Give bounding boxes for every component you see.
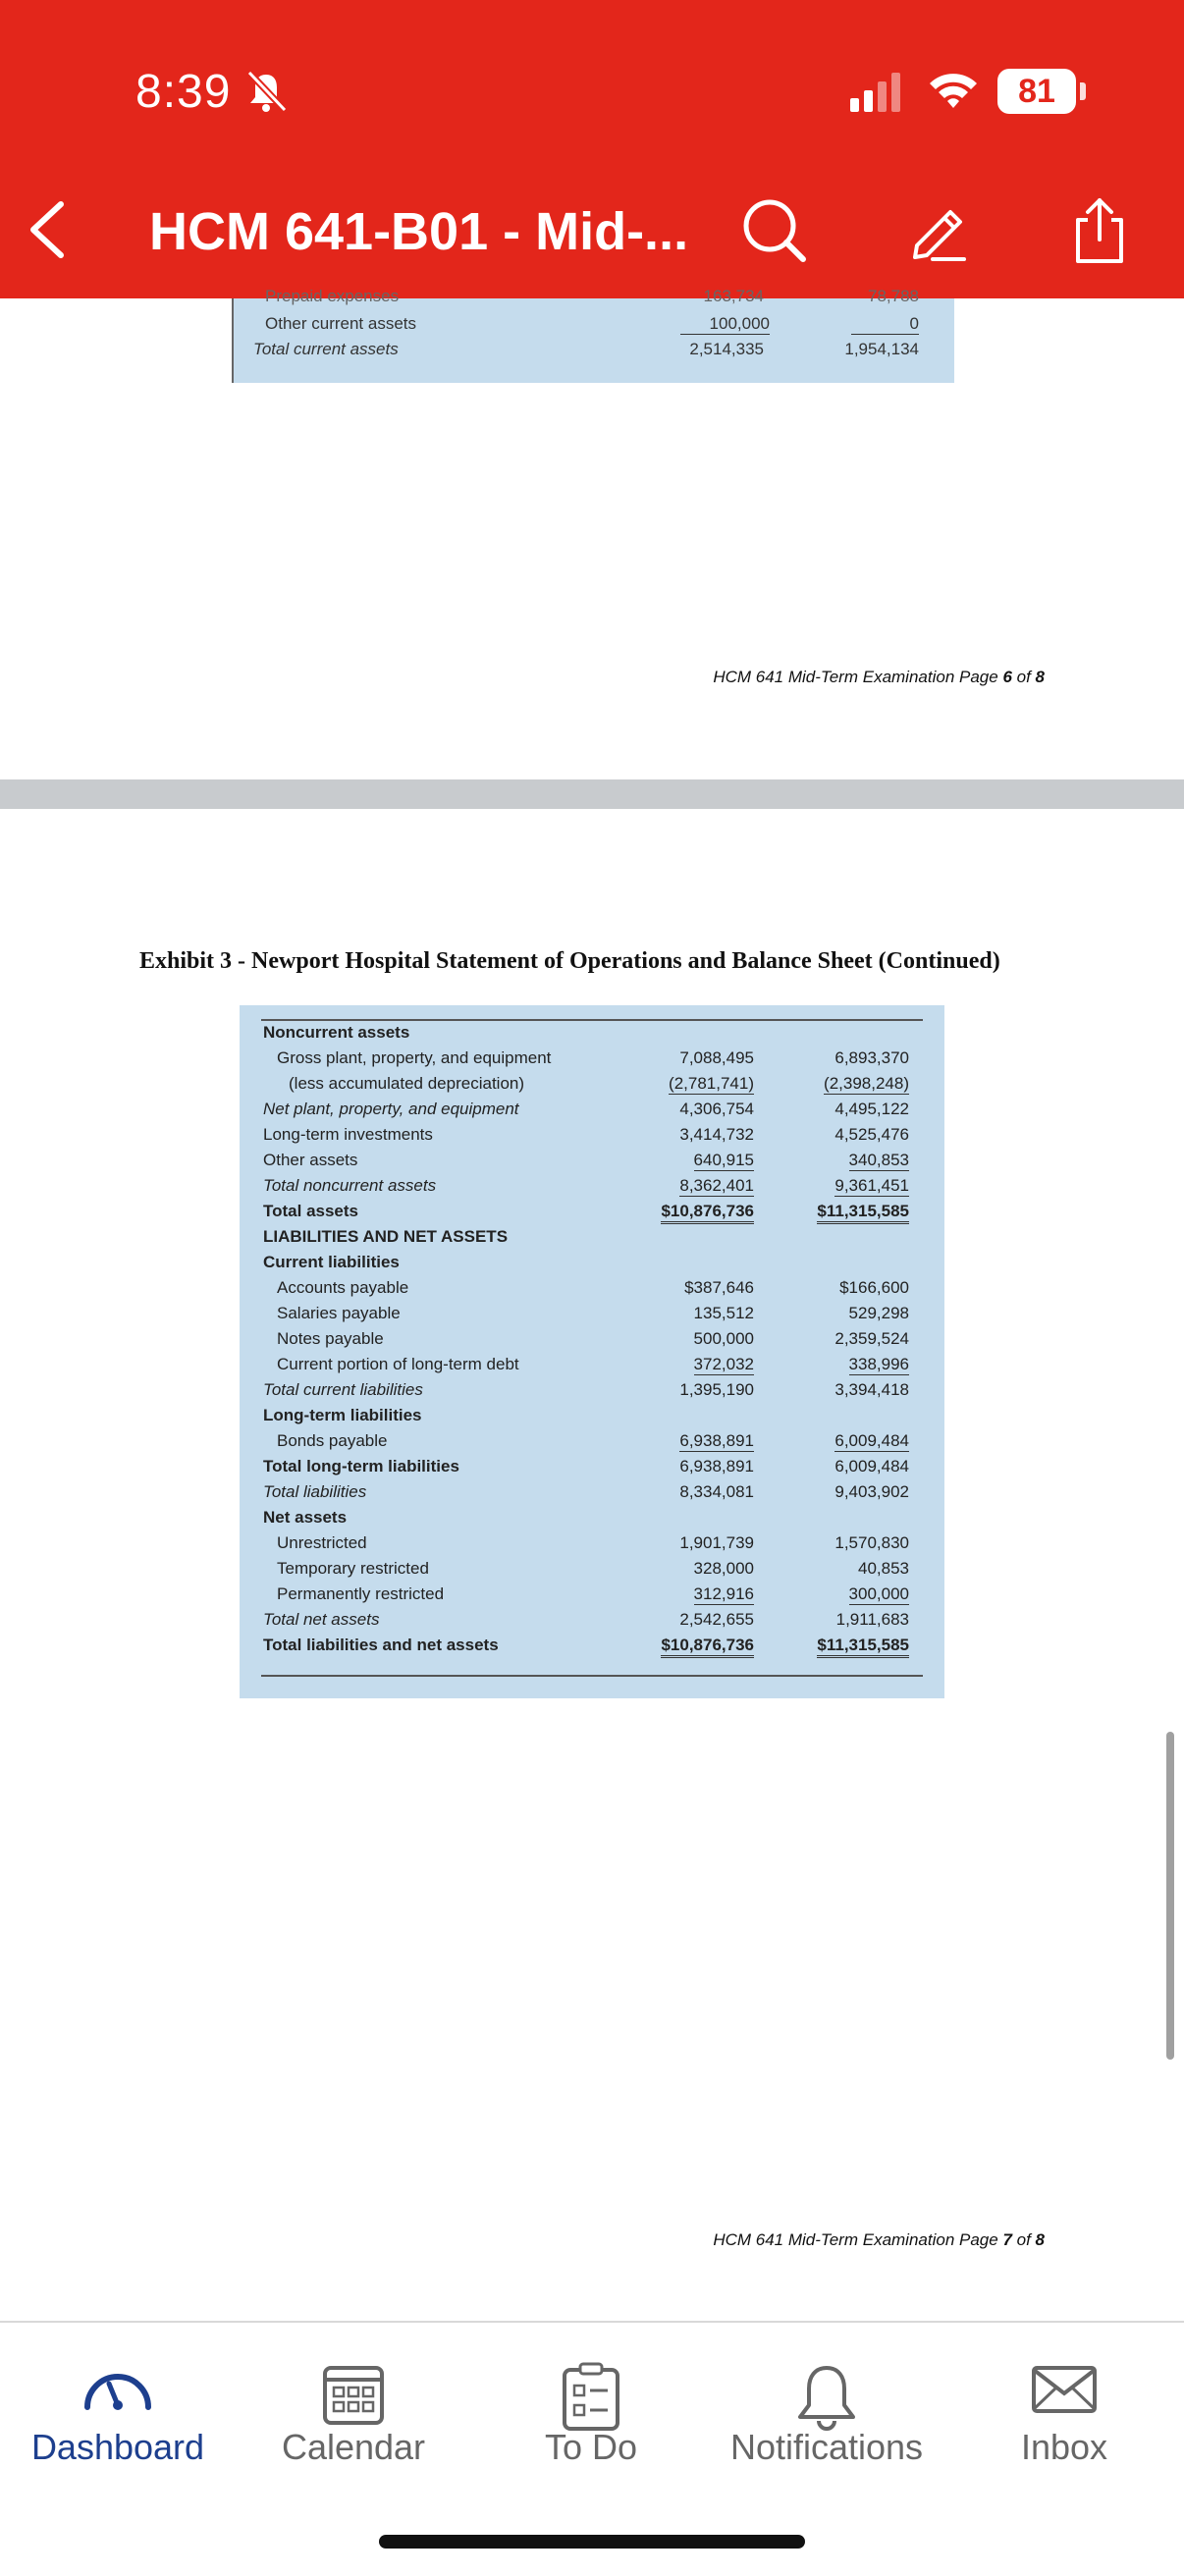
battery-tip xyxy=(1080,82,1086,100)
battery-level: 81 xyxy=(997,69,1076,114)
row-label: Long-term liabilities xyxy=(263,1406,422,1424)
row-value: 338,996 xyxy=(848,1355,909,1373)
row-value: 3,394,418 xyxy=(834,1380,909,1399)
share-icon[interactable] xyxy=(1064,194,1135,265)
row-label: Total liabilities and net assets xyxy=(263,1636,499,1654)
row-label: Other assets xyxy=(263,1151,358,1169)
row-label: Net plant, property, and equipment xyxy=(263,1100,519,1118)
row-value: 163,734 xyxy=(703,287,764,305)
annotate-pen-icon[interactable] xyxy=(903,194,974,265)
table-row xyxy=(240,1508,944,1533)
table-row xyxy=(240,1253,944,1278)
row-value: 6,938,891 xyxy=(679,1457,754,1476)
row-label: Long-term investments xyxy=(263,1125,433,1144)
tab-label: Calendar xyxy=(281,2427,426,2467)
tab-dashboard[interactable] xyxy=(20,2323,216,2519)
row-value: 340,853 xyxy=(848,1151,909,1169)
row-value: 2,542,655 xyxy=(679,1610,754,1629)
table-row xyxy=(240,1610,944,1636)
todo-icon xyxy=(561,2362,621,2431)
row-label: Prepaid expenses xyxy=(265,287,400,305)
row-label: LIABILITIES AND NET ASSETS xyxy=(263,1227,509,1246)
row-label: Total current assets xyxy=(253,340,399,358)
pdf-viewer[interactable] xyxy=(0,287,1184,2321)
table-row xyxy=(240,1074,944,1100)
row-label: Total assets xyxy=(263,1202,359,1220)
tab-notifications[interactable] xyxy=(728,2323,925,2519)
row-label: Accounts payable xyxy=(277,1278,409,1297)
row-value: 7,088,495 xyxy=(679,1048,754,1067)
row-label: Unrestricted xyxy=(277,1533,367,1552)
row-value: 4,525,476 xyxy=(834,1125,909,1144)
table-row xyxy=(240,1100,944,1125)
row-value: 0 xyxy=(851,314,919,335)
status-time: 8:39 xyxy=(135,66,232,118)
row-value: 6,893,370 xyxy=(834,1048,909,1067)
table-row xyxy=(240,1559,944,1584)
row-value: $10,876,736 xyxy=(661,1636,754,1658)
back-chevron-icon[interactable] xyxy=(22,198,71,261)
row-label: Total long-term liabilities xyxy=(263,1457,459,1476)
wifi-icon xyxy=(927,69,980,112)
table-row xyxy=(240,1048,944,1074)
dashboard-icon xyxy=(81,2362,154,2411)
home-indicator xyxy=(379,2535,805,2549)
search-icon[interactable] xyxy=(738,194,809,265)
table-row xyxy=(240,1380,944,1406)
pdf-page-6 xyxy=(0,287,1184,779)
row-label: Total noncurrent assets xyxy=(263,1176,437,1195)
tab-todo[interactable] xyxy=(493,2323,689,2519)
current-assets-table-fragment xyxy=(232,287,954,383)
row-value: 1,570,830 xyxy=(834,1533,909,1552)
row-value: 8,334,081 xyxy=(679,1482,754,1501)
table-row xyxy=(240,1278,944,1304)
calendar-icon xyxy=(321,2362,386,2427)
row-value: 40,853 xyxy=(858,1559,909,1578)
row-value: 4,495,122 xyxy=(834,1100,909,1118)
table-row xyxy=(240,1584,944,1610)
tab-label: To Do xyxy=(544,2427,638,2467)
row-value: $166,600 xyxy=(839,1278,909,1297)
row-value: 500,000 xyxy=(693,1329,754,1348)
row-value: 78,788 xyxy=(868,287,919,305)
row-value: 1,954,134 xyxy=(844,340,919,358)
row-value: 312,916 xyxy=(693,1584,754,1603)
table-row xyxy=(240,1482,944,1508)
app-header xyxy=(0,0,1184,298)
row-value: $11,315,585 xyxy=(817,1636,909,1658)
row-value: 1,901,739 xyxy=(679,1533,754,1552)
bell-icon xyxy=(794,2362,859,2433)
table-row xyxy=(240,1023,944,1048)
row-value: 3,414,732 xyxy=(679,1125,754,1144)
row-value: 2,514,335 xyxy=(689,340,764,358)
table-row xyxy=(240,1202,944,1227)
row-label: Other current assets xyxy=(265,314,417,333)
table-row xyxy=(240,1533,944,1559)
exhibit-title: Exhibit 3 - Newport Hospital Statement of Operations and Balance Sheet (Continued) xyxy=(139,948,1000,974)
table-row xyxy=(240,1304,944,1329)
row-value: 9,403,902 xyxy=(834,1482,909,1501)
row-label: Temporary restricted xyxy=(277,1559,429,1578)
row-value: 6,938,891 xyxy=(679,1431,754,1450)
row-label: Gross plant, property, and equipment xyxy=(277,1048,552,1067)
table-row xyxy=(240,1457,944,1482)
tab-inbox[interactable] xyxy=(966,2323,1162,2519)
row-value: 9,361,451 xyxy=(834,1176,909,1195)
silent-mode-icon xyxy=(243,69,289,114)
table-row xyxy=(240,1176,944,1202)
row-label: Net assets xyxy=(263,1508,348,1527)
table-row xyxy=(240,1636,944,1661)
table-row xyxy=(240,1151,944,1176)
row-label: Total liabilities xyxy=(263,1482,367,1501)
tab-label: Inbox xyxy=(1020,2427,1108,2467)
row-value: 1,911,683 xyxy=(835,1610,909,1629)
cellular-signal-icon xyxy=(850,71,905,114)
mail-icon xyxy=(1030,2362,1099,2417)
page-footer: HCM 641 Mid-Term Examination Page 6 of 8 xyxy=(713,668,1045,686)
row-label: Notes payable xyxy=(277,1329,384,1348)
row-label: Current portion of long-term debt xyxy=(277,1355,519,1373)
balance-sheet-table xyxy=(240,1005,944,1698)
table-row xyxy=(240,1355,944,1380)
row-value: (2,398,248) xyxy=(824,1074,909,1093)
row-label: Current liabilities xyxy=(263,1253,400,1271)
row-label: Noncurrent assets xyxy=(263,1023,410,1042)
row-value: 300,000 xyxy=(848,1584,909,1603)
row-label: Bonds payable xyxy=(277,1431,388,1450)
table-row xyxy=(240,1227,944,1253)
row-label: Total current liabilities xyxy=(263,1380,423,1399)
row-value: 328,000 xyxy=(693,1559,754,1578)
row-label: Permanently restricted xyxy=(277,1584,445,1603)
row-label: (less accumulated depreciation) xyxy=(289,1074,525,1093)
row-label: Salaries payable xyxy=(277,1304,401,1322)
row-value: 1,395,190 xyxy=(679,1380,754,1399)
page-divider xyxy=(0,779,1184,809)
row-value: 4,306,754 xyxy=(679,1100,754,1118)
row-value: 640,915 xyxy=(693,1151,754,1169)
row-value: 6,009,484 xyxy=(834,1457,909,1476)
tab-calendar[interactable] xyxy=(255,2323,452,2519)
tab-label: Notifications xyxy=(729,2427,924,2467)
row-value: 8,362,401 xyxy=(679,1176,754,1195)
row-value: 529,298 xyxy=(848,1304,909,1322)
row-label: Total net assets xyxy=(263,1610,380,1629)
table-row xyxy=(240,1406,944,1431)
document-title: HCM 641-B01 - Mid-... xyxy=(149,202,689,261)
table-row xyxy=(240,1329,944,1355)
row-value: 6,009,484 xyxy=(834,1431,909,1450)
table-row xyxy=(240,1125,944,1151)
row-value: 372,032 xyxy=(693,1355,754,1373)
row-value: $387,646 xyxy=(684,1278,754,1297)
row-value: $10,876,736 xyxy=(661,1202,754,1224)
scrollbar[interactable] xyxy=(1166,1732,1174,2060)
tab-label: Dashboard xyxy=(30,2427,205,2467)
row-value: (2,781,741) xyxy=(669,1074,754,1093)
row-value: 2,359,524 xyxy=(834,1329,909,1348)
row-value: 135,512 xyxy=(693,1304,754,1322)
row-value: 100,000 xyxy=(680,314,770,335)
table-row xyxy=(240,1431,944,1457)
page-footer: HCM 641 Mid-Term Examination Page 7 of 8 xyxy=(713,2230,1045,2249)
row-value: $11,315,585 xyxy=(817,1202,909,1224)
